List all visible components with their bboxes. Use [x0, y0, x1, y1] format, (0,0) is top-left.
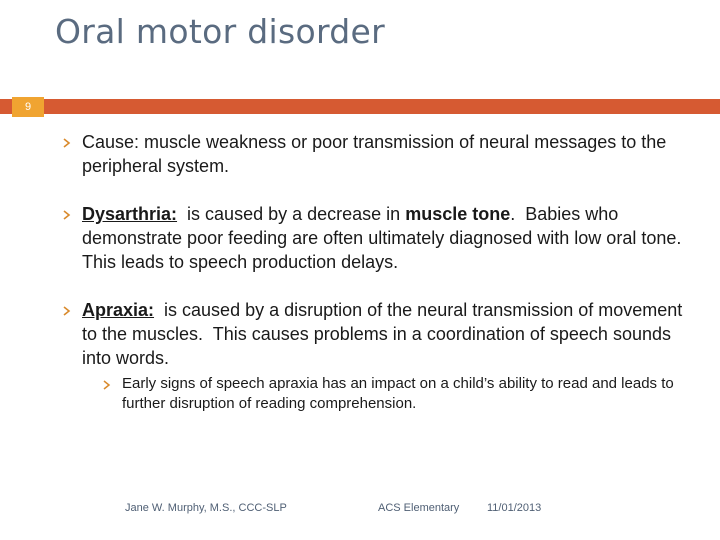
bullet-dysarthria — [62, 202, 692, 274]
bold-muscle-tone: muscle tone — [405, 204, 511, 224]
footer-author: Jane W. Murphy, M.S., CCC-SLP — [125, 502, 287, 514]
bullet-text: is caused by a disruption of the neural transmission of movement to the muscles. This causes problems in a coordination of speech sounds into words. — [82, 300, 688, 368]
header-rule — [0, 97, 720, 117]
footer-school: ACS Elementary — [378, 502, 460, 514]
chevron-right-icon — [62, 138, 72, 148]
rule-right-segment — [44, 99, 720, 114]
bullet-text: Cause: muscle weakness or poor transmission of neural messages to the peripheral system. — [82, 132, 667, 176]
rule-left-segment — [0, 99, 12, 114]
sub-bullet-text: Early signs of speech apraxia has an impact on a child’s ability to read and leads to further disruption of reading comprehension. — [122, 375, 674, 412]
term-dysarthria: Dysarthria: — [82, 204, 178, 224]
slide-title: Oral motor disorder — [55, 12, 385, 51]
slide-footer — [0, 502, 720, 518]
slide-number: 9 — [12, 97, 44, 117]
bullet-list — [62, 130, 692, 414]
chevron-right-icon — [102, 380, 112, 390]
bullet-text-post: . Babies who demonstrate poor feeding are often ultimately diagnosed with low oral tone. This leads to speech production delays. — [82, 204, 692, 272]
sub-bullet-reading — [102, 374, 692, 414]
chevron-right-icon — [62, 210, 72, 220]
bullet-apraxia — [62, 298, 692, 414]
bullet-cause — [62, 130, 692, 178]
footer-date: 11/01/2013 — [487, 502, 542, 514]
bullet-text-pre: is caused by a decrease in — [177, 204, 406, 224]
chevron-right-icon — [62, 306, 72, 316]
term-apraxia: Apraxia: — [82, 300, 155, 320]
